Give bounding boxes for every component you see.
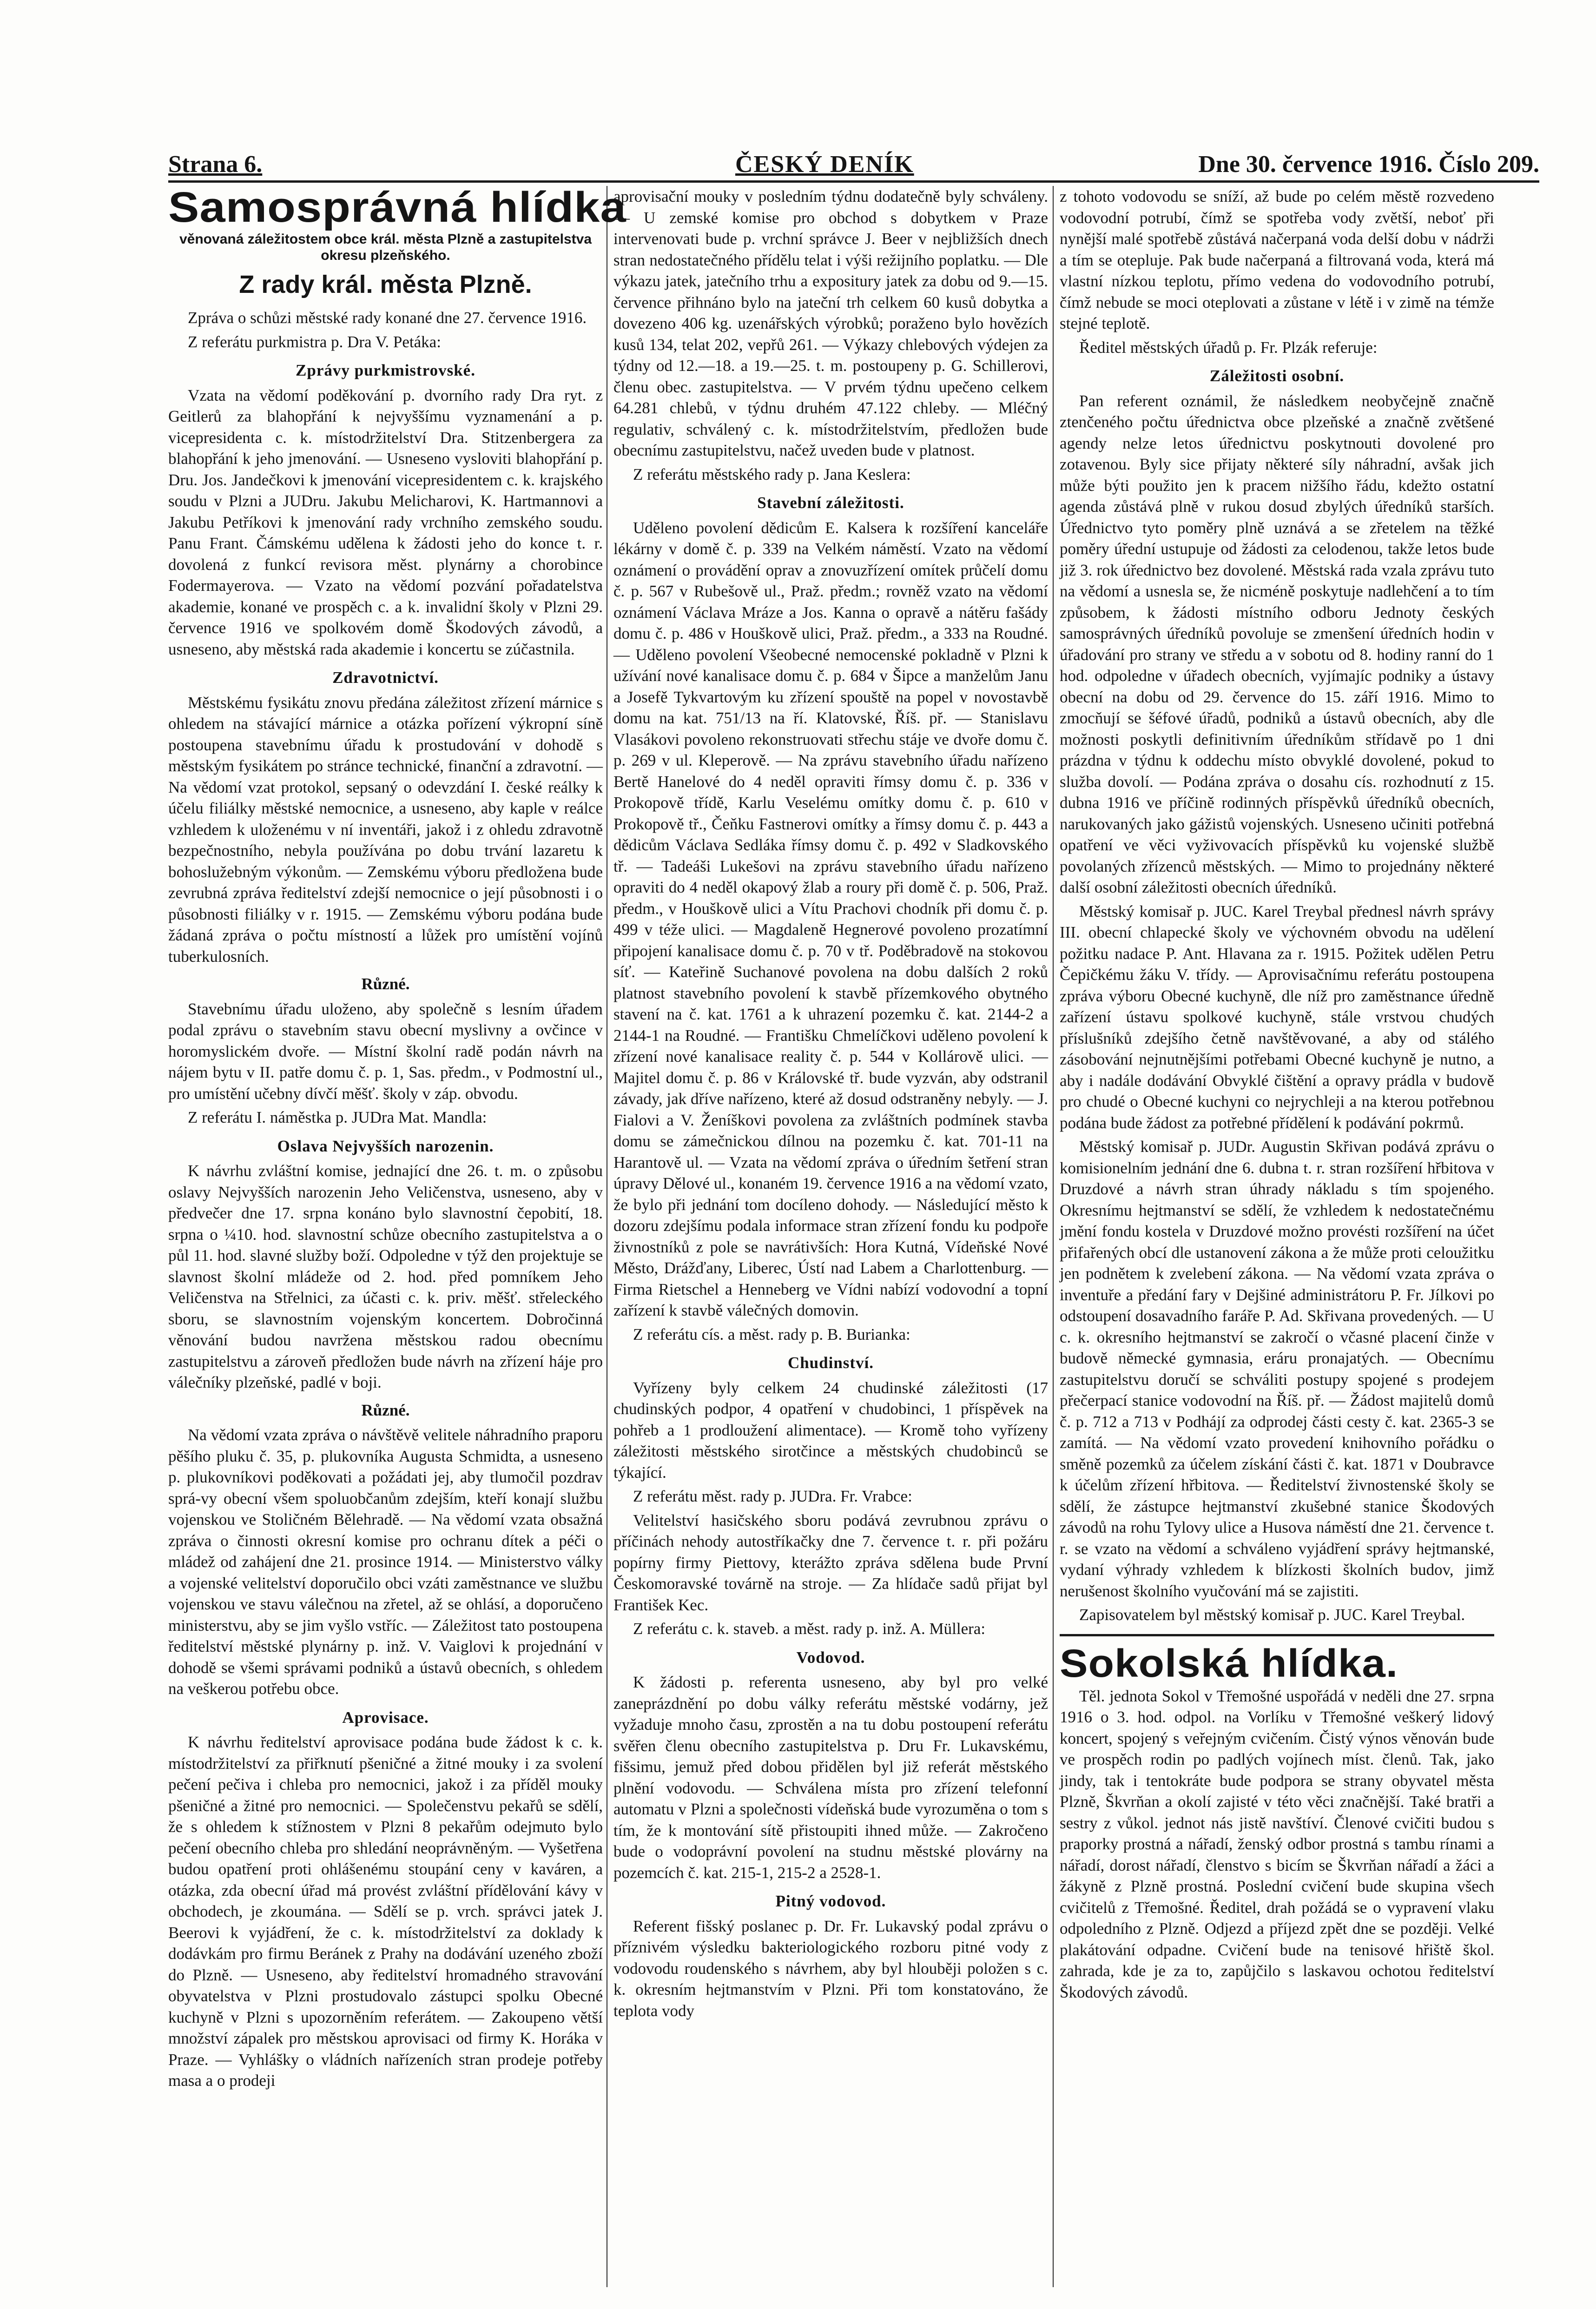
- referat-heading: Z referátu purkmistra p. Dra V. Petáka:: [188, 332, 441, 351]
- article-paragraph: K žádosti p. referenta usneseno, aby byl pro velké zaneprázdnění po dobu války referátu městské vodárny, jež vyžaduje mnoho času, zprostěn a na tu dobu postoupení referátu svěřen členu obecního zastupitelstva p. Dru Fr. Lukavskému, fišsimu, jemuž před dobou přidělen byl již referát městského plnění vodovodu. — Schválena místa pro zřízení telefonní automatu v Plzni a společnosti vídeňská bude vyrozuměna o tom s tím, že k montování sítě přistoupiti ihned může. — Zakročeno bude o vodoprávní povolení na studnu městské plovárny na pozemcích č. kat. 215-1, 215-2 a 2528-1.: [613, 1673, 1048, 1882]
- section-title: Samosprávná hlídka: [168, 184, 627, 231]
- referat-heading: Z referátu I. náměstka p. JUDra Mat. Mandla:: [188, 1108, 487, 1127]
- section-title: Sokolská hlídka.: [1060, 1641, 1398, 1685]
- article-paragraph: Pan referent oznámil, že následkem neobyčejně značně ztenčeného počtu úřednictva obce plzeňské a značně zvětšené agendy nelze letos úřednictvu poskytnouti dovolené pro zotavenou. Byly sice přijaty některé síly náhradní, avšak jich může býti použito jen k pracem nižšího řádu, kdežto ostatní agenda zůstává plně v rukou dosud zbylých úředníků starších. Úřednictvo tyto poměry plně uznává a se zřetelem na těžké poměry úřední ustupuje od žádosti za celodenou, takže letos bude již 3. rok úřednictvo bez dovolené. Městská rada vzala zprávu tuto na vědomí a usnesla se, že nicméně poskytuje nadlehčení a to tím způsobem, k žádosti místního odboru Jednoty českých samosprávných úředníků povoluje se zmenšení úředních hodin v úřadování pro strany ve středu a v sobotu od 8. hodiny ranní do 1 hod. odpoledne v úřadech obecních, vyjímajíc podniky a ústavy obecní na dobu od 29. července do 15. září 1916. Mimo to zmocňují se šéfové úřadů, podniků a ústavů obecních, aby dle možnosti poskytli definitivním úředníkům střídavě po 1 dni prázdna v týdnu k oddechu místo obvyklé dovolené, pokud to služba dovolí. — Podána zpráva o dosahu cís. rozhodnutí z 15. dubna 1916 ve příčině rodinných příspěvků úředníků obecních, narukovaných jako gážistů vojenských. Usneseno učiniti potřebná opatření ve věci vyživovacích příspěvků ku vojenské službě povolaných zřízenců městských. — Mimo to projednány některé další osobní záležitosti obecních úředníků.: [1060, 391, 1494, 896]
- article-paragraph: Městský komisař p. JUDr. Augustin Skřivan podává zprávu o komisionelním jednání dne 6. dubna t. r. stran rozšíření hřbitova v Druzdové a návrh stran úhrady nákladu s tím spojeného. Okresnímu hejtmanství se sdělí, že vzhledem k nedostatečnému jmění fondu kostela v Druzdové možno provésti rozšíření na účet přifařených obcí dle ustanovení zákona a že může proti celoužitku jen podnětem k zvelebení zákona. — Na vědomí vzata zpráva o inventuře a předání fary v Dejšiné administrátoru P. Fr. Jílkovi po odstoupení dosavadního faráře P. Ad. Skřivana provedených. — U c. k. okresního hejtmanství se zakročí o včasné placení činže v budově německé gymnasia, eráru pronajatých. — Obecnímu zastupitelstvu doručí se schváliti postupy spojené s prodejem přečerpací stanice vodovodní na Říš. př. — Žádost majitelů domů č. p. 712 a 713 v Podhájí za odprodej části cesty č. kat. 2365-3 se zamítá. — Na vědomí vzato provedení knihovního pořádku o směně pozemků za účelem získání části č. kat. 1871 v Doubravce k účelům zřízení hřbitova. — Ředitelství živnostenské školy se sdělí, že zástupce hejtmanství zkušebné stanice Škodových závodů na rohu Tylovy ulice a Husova náměstí dne 21. července t. r. se vzato na vědomí a schváleno vyjádření správy hejtmanské, vydaní výhrady vzhledem k blízkosti školních budov, jimž nerušenost školního vyučování má se zajistiti.: [1060, 1138, 1494, 1600]
- article-paragraph: Městskému fysikátu znovu předána záležitost zřízení márnice s ohledem na stávající márnice a otázka pořízení výkropní síně postoupena stavebnímu úřadu k prostudování v dohodě s městským fysikátem po stránce technické, finanční a zdravotní. — Na vědomí vzat protokol, sepsaný o odevzdání I. české reálky k účelu filiálky městské nemocnice, a usneseno, aby kaple v reálce vzhledem k uloženému v ní inventáři, jakož i z ohledu zdravotně bezpečnostního, nebyla používána po dobu trvání lazaretu k bohoslužebným výkonům. — Zemskému výboru předložena bude zevrubná zpráva ředitelství zdejší nemocnice o její působnosti i o působnosti filiálky v r. 1915. — Zemskému výboru podána bude žádaná zpráva o počtu místností a lůžek pro umístění vojínů tuberkulosních.: [168, 693, 603, 966]
- article-paragraph: Zpráva o schůzi městské rady konané dne 27. července 1916.: [188, 309, 587, 327]
- section-heading: Z rady král. města Plzně.: [239, 271, 532, 298]
- newspaper-name: ČESKÝ DENÍK: [735, 151, 914, 178]
- article-paragraph: Vzata na vědomí poděkování p. dvorního rady Dra ryt. z Geitlerů za blahopřání k nejvyššímu vyznamenání a p. vicepresidenta c. k. místodržitelství Dra. Stitzenbergera za blahopřání k jeho jmenování. — Usneseno vysloviti blahopřání p. Dru. Jos. Jandečkovi k jmenování vicepresidentem c. k. krajského soudu v Plzni a JUDru. Jakubu Melicharovi, K. Hartmannovi a Jakubu Petříkovi k jmenování rady vrchního zemského soudu. Panu Frant. Čámskému udělena k žádosti jeho do konce t. r. dovolená z funkcí revisora měst. plynárny a chorobince Fodermayerova. — Vzato na vědomí pozvání pořadatelstva akademie, konané ve prospěch c. a k. invalidní školy v Plzni 29. července 1916 ve spolkovém domě Škodových závodů, a usneseno, aby městská rada akademie i koncertu se zúčastnila.: [168, 386, 603, 658]
- referat-heading: Z referátu měst. rady p. JUDra. Fr. Vrabce:: [633, 1487, 912, 1505]
- article-paragraph: Referent fišský poslanec p. Dr. Fr. Lukavský podal zprávu o příznivém výsledku bakteriologického rozboru pitné vody z vodovodu roudenského s návrhem, aby byl hlouběji položen s c. k. okresním hejtmanstvím v Plzni. Při tom konstatováno, že teplota vody: [613, 1917, 1048, 2020]
- subheading: Chudinství.: [787, 1354, 874, 1372]
- section-subtitle: věnovaná záležitostem obce král. města Plzně a zastupitelstva okresu plzeňského.: [179, 232, 592, 263]
- subheading: Aprovisace.: [342, 1708, 429, 1727]
- subheading: Vodovod.: [796, 1648, 865, 1667]
- column-3: [1060, 186, 1494, 2005]
- article-paragraph: aprovisační mouky v posledním týdnu dodatečně byly schváleny. — U zemské komise pro obchod s dobytkem v Praze intervenovati bude p. vrchní správce J. Beer v nejbližších dnech stran nedostatečného přídělu telat i výši režijního poplatku. — Dle výkazu jatek, jatečního trhu a expositury jatek za dobu od 9.—15. července přihnáno bylo na jateční trh celkem 60 kusů dobytka a dovezeno 406 kg. uzenářských výrobků; poraženo bylo hovězích kusů 134, telat 202, vepřů 261. — Výkazy chlebových výdejen za týdny od 12.—18. a 19.—25. t. m. postoupeny p. G. Schillerovi, členu obec. zastupitelstva. — V prvém týdnu upečeno celkem 64.281 chlebů, v týdnu druhém 47.122 chleby. — Mléčný regulativ, schválený c. k. místodržitelstvím, předložen bude obecnímu zastupitelstvu, načež uveden bude v platnost.: [613, 187, 1048, 459]
- article-paragraph: Velitelství hasičského sboru podává zevrubnou zprávu o příčinách nehody autostříkačky dne 7. července t. r. při požáru popírny firmy Piettovy, kterážto zpráva sdělena bude První Českomoravské továrně na stroje. — Za hlídače sadů přijat byl František Kec.: [613, 1511, 1048, 1614]
- article-paragraph: Městský komisař p. JUC. Karel Treybal přednesl návrh správy III. obecní chlapecké školy ve výchovném obvodu na udělení požitku nadace P. Ant. Hlavana za r. 1915. Požitek udělen Petru Čepičkému žáku V. třídy. — Aprovisačnímu referátu postoupena zpráva výboru Obecné kuchyně, dle níž pro zaměstnance úředně zařízení ústavu spolkové kuchyně, stále vrstvou chudých příslušníků zdejšího četně navštěvované, a aby od stálého zásobování nejnutnějšími potřebami Obecné kuchyně je nutno, a aby i nadále dodávání Obvyklé čištění a opravy prádla v budově pro chudé o Obecné kuchyni co nejrychleji a na kterou potřebnou podána bude žádost za potřebné přídělení k podávání pokrmů.: [1060, 902, 1494, 1132]
- column-2: [613, 186, 1048, 2024]
- subheading: Zprávy purkmistrovské.: [296, 361, 475, 380]
- article-paragraph: Těl. jednota Sokol v Třemošné uspořádá v neděli dne 27. srpna 1916 o 3. hod. odpol. na Vorlíku v Třemošné veškerý lidový koncert, spojený s veřejným cvičením. Čistý výnos věnován bude ve prospěch rodin po padlých vojínech míst. členů. Tak, jako jindy, tak i tentokráte bude podpora se strany obyvatel města Plzně, Škvrňan a okolí zajisté v této věci značnější. Také bratři a sestry z vůkol. jednot nás jistě navštíví. Členové cvičiti budou s praporky prostná a nářadí, ženský odbor prostná s tambu rínami a nářadí, dorost nářadí, členstvo s bicím se Škvrňan nářadí a žáci a žákyně z Plzně prostná. Poslední cvičení bude skupina všech cvičitelů z Třemošné. Ředitel, drah požádá se o vypravení vlaku odpoledního z Plzně. Odjezd a příjezd zpět dne se později. Velké plakátování odpadne. Cvičení bude na tenisové hřiště škol. zahrada, kde je za to, zapůjčilo s laskavou ochotou ředitelství Škodových závodů.: [1060, 1687, 1494, 2001]
- article-paragraph: z tohoto vodovodu se sníží, až bude po celém městě rozvedeno vodovodní potrubí, čímž se spotřeba vody zvětší, neboť při nynější malé spotřebě zůstává načerpaná voda delší dobu v nádrži a tím se otepluje. Pak bude načerpaná a filtrovaná voda, která má vlastní nízkou teplotu, přímo vedena do vodovodního potrubí, čímž nebude se moci oteplovati a zůstane v létě i v zimě na témže stejné teplotě.: [1060, 187, 1494, 332]
- subheading: Oslava Nejvyšších narozenin.: [277, 1137, 494, 1155]
- page-number: Strana 6.: [168, 151, 263, 178]
- subheading: Různé.: [361, 1401, 410, 1419]
- article-paragraph: Na vědomí vzata zpráva o návštěvě velitele náhradního praporu pěšího pluku č. 35, p. plukovníka Augusta Schmidta, a usneseno p. plukovníkovi poděkovati a požádati jej, aby tlumočil pozdrav sprá-vy obecní všem spoluobčanům zdejším, kteří konají službu vojenskou ve Stoličném Bělehradě. — Na vědomí vzata obsažná zpráva o činnosti okresní komise pro ochranu dítek a péči o mládež od zahájení dne 21. prosince 1914. — Ministerstvo války a vojenské velitelství doporučilo obci vzáti zaměstnance ve službu vojenskou ve stavu válečnou na zřetel, až se ohlásí, a doporučeno ministerstvu, aby se jim vyšlo vstříc. — Záležitost tato postoupena ředitelství městské plynárny p. inž. V. Vaiglovi k projednání v dohodě se všemi správami podniků a ústavů obecních, s ohledem na veškerou potřebu obce.: [168, 1426, 603, 1698]
- article-paragraph: K návrhu zvláštní komise, jednající dne 26. t. m. o způsobu oslavy Nejvyšších narozenin Jeho Veličenstva, usneseno, aby v předvečer dne 17. srpna konáno bylo slavnostní čepobití, 18. srpna o ¼10. hod. slavnostní schůze obecního zastupitelstva a o půl 11. hod. slavné služby boží. Odpoledne v týž den projektuje se slavnost školní mládeže od 2. hod. před pomníkem Jeho Veličenstva na Střelnici, za účasti c. k. priv. měšť. střeleckého sboru, se slavnostním vojenským koncertem. Dobročinná věnování budou navržena městskou radou obecnímu zastupitelstvu a zároveň předložen bude návrh na zřízení háje pro válečníky plzeňské, padlé v boji.: [168, 1162, 603, 1392]
- article-paragraph: Vyřízeny byly celkem 24 chudinské záležitosti (17 chudinských podpor, 4 opatření v chudobinci, 1 příspěvek na pohřeb a 1 prodloužení alimentace). — Kromě toho vyřízeny záležitosti městského sirotčince a městských chudobinců se týkající.: [613, 1378, 1048, 1482]
- column-1: [168, 184, 627, 2094]
- referat-heading: Z referátu c. k. staveb. a měst. rady p. inž. A. Müllera:: [633, 1620, 986, 1638]
- subheading: Pitný vodovod.: [775, 1892, 886, 1910]
- referat-heading: Z referátu městského rady p. Jana Keslera:: [633, 465, 911, 483]
- referat-heading: Z referátu cís. a měst. rady p. B. Burianka:: [633, 1325, 910, 1343]
- referat-heading: Ředitel městských úřadů p. Fr. Plzák referuje:: [1079, 338, 1378, 357]
- subheading: Stavební záležitosti.: [757, 494, 904, 512]
- subheading: Zdravotnictví.: [332, 668, 439, 687]
- section-divider: [1060, 1634, 1494, 1636]
- subheading: Různé.: [361, 975, 410, 993]
- subheading: Záležitosti osobní.: [1209, 367, 1345, 385]
- article-paragraph: Zapisovatelem byl městský komisař p. JUC. Karel Treybal.: [1079, 1606, 1465, 1624]
- article-paragraph: Stavebnímu úřadu uloženo, aby společně s lesním úřadem podal zprávu o stavebním stavu obecní myslivny a ovčince v horomyslickém dvoře. — Místní školní radě podán návrh na nájem bytu v II. patře domu č. p. 1, Sas. předm., v Podmostní ul., pro umístění učebny dívčí měšť. školy v záp. obvodu.: [168, 999, 603, 1103]
- article-paragraph: K návrhu ředitelství aprovisace podána bude žádost k c. k. místodržitelství za přiřknutí pšeničné a žitné mouky i za svolení pečení pečiva i chleba pro nemocnici, jakož i za příděl mouky pšeničné a žitné pro nemocnici. — Společenstvu pekařů se sdělí, že s ohledem k stížnostem v Plzni 8 pekařům odejmuto bylo pečení obecního chleba pro shledání neoprávněným. — Vyšetřena budou opatření proti ohlášenému stoupání ceny v kaváren, a otázka, zda obecní úřad má provést zvláštní přídělování kávy v obchodech, je zkoumána. — Sdělí se p. vrch. správci jatek J. Beerovi k vyjádření, že c. k. místodržitelství za doklady k dodávkám pro firmu Beránek z Prahy na dodávání uzeného zboží do Plzně. — Usneseno, aby ředitelství hromadného stravování obyvatelstva v Plzni prostudovalo zástupci spolku Obecné kuchyně v Plzni s upozorněním referátem. — Zakoupeno větší množství zápalek pro městskou aprovisaci od firmy K. Horáka v Praze. — Vyhlášky o vládních nařízeních stran prodeje potřeby masa a o prodeji: [168, 1733, 603, 2090]
- masthead: [168, 148, 1539, 183]
- article-paragraph: Uděleno povolení dědicům E. Kalsera k rozšíření kanceláře lékárny v domě č. p. 339 na Velkém náměstí. Vzato na vědomí oznámení o provádění oprav a znovuzřízení omítek průčelí domu č. p. 567 v Rubešově ul., Praž. předm.; rovněž vzato na vědomí oznámení Václava Mráze a Jos. Kanna o opravě a nátěru fašády domu č. p. 486 v Houškově ulici, Praž. předm., a 333 na Roudné. — Uděleno povolení Všeobecné nemocenské pokladně v Plzni k užívání nové kanalisace domu č. p. 684 v Šipce a manželům Janu a Josefě Tykvartovým ku zřízení spouště na popel v novostavbě domu na kat. 751/13 na ří. Klatovské, Říš. př. — Stanislavu Vlasákovi povoleno rekonstruovati střechu stáje ve dvoře domu č. p. 269 v ul. Kleperově. — Na zprávu stavebního úřadu nařízeno Bertě Hanelové do 4 neděl opraviti římsy domu č. p. 336 v Prokopově třídě, Karlu Veselému omítky domu č. p. 610 v Prokopově tř., Čeňku Fastnerovi omítky a římsy domu č. p. 443 a dědicům Václava Sedláka římsy domu č. p. 492 v Sladkovského tř. — Tadeáši Lukešovi na zprávu stavebního úřadu nařízeno opraviti do 4 neděl okapový žlab a roury při domě č. p. 506, Praž. předm., v Houškově ulici a Vítu Prachovi chodník při domu č. p. 499 v téže ulici. — Magdaleně Hegnerové povoleno prozatímní připojení kanalisace domu č. p. 70 v tř. Poděbradově na stokovou síť. — Kateřině Suchanové povolena na dobu dalších 2 roků platnost stavebního povolení k stavbě přízemkového obytného stavení na č. kat. 1761 a k uhrazení pozemku č. kat. 2144-2 a 2144-1 na Roudné. — Františku Chmelíčkovi uděleno povolení k zřízení nové kanalisace reality č. p. 544 v Kollárově ulici. — Majitel domu č. p. 86 v Královské tř. bude vyzván, aby odstranil závady, jak dříve nařízeno, které až dosud odstraněny nebyly. — J. Fialovi a V. Ženíškovi povolena za zvláštních podmínek stavba domu se zámečnickou dílnou na pozemku č. kat. 701-11 na Harantově ul. — Vzata na vědomí zpráva o úředním šetření stran úpravy Dělové ul., konaném 19. července 1916 a na vědomí vzato, že bylo při jednání tom docíleno dohody. — Následující město k dozoru zdejšímu podala informace stran zřízení fondu ku podpoře živnostníků z pole se navrátivších: Hora Kutná, Vídeňské Nové Město, Drážďany, Liberec, Ústí nad Labem a Charlottenburg. — Firma Rietschel a Henneberg ve Vídni nabízí vodovodní a topní zařízení k stavbě válečných domovin.: [613, 518, 1048, 1319]
- issue-date: Dne 30. července 1916. Číslo 209.: [1198, 151, 1539, 178]
- column-rule: [1053, 186, 1054, 2287]
